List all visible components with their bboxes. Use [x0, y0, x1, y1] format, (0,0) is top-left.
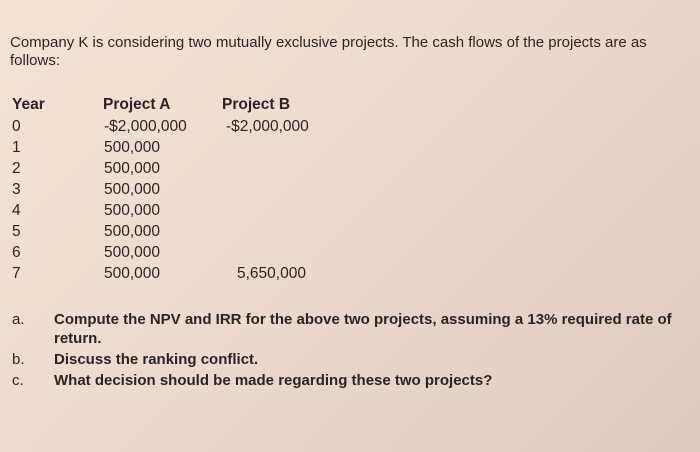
question-letter: b.: [12, 351, 25, 368]
year-cell: 5: [12, 223, 21, 240]
question-letter: c.: [12, 372, 24, 389]
year-header: Year: [12, 96, 45, 113]
project-a-cell: 500,000: [104, 160, 161, 177]
year-cell: 2: [12, 160, 21, 177]
question-text: Compute the NPV and IRR for the above two projects, assuming a 13% required rate of return.: [54, 311, 672, 347]
project-a-cell: 500,000: [104, 202, 161, 219]
project-a-header: Project A: [103, 96, 171, 113]
year-cell: 0: [12, 118, 21, 135]
intro-text: Company K is considering two mutually exclusive projects. The cash flows of the projects are as follows:: [10, 34, 647, 69]
project-a-cell: 500,000: [104, 139, 161, 156]
list-item: [12, 310, 700, 348]
question-letter: a.: [12, 311, 25, 328]
list-item: [12, 371, 700, 390]
question-text: Discuss the ranking conflict.: [54, 351, 259, 368]
project-b-header: Project B: [222, 96, 291, 113]
year-cell: 4: [12, 202, 21, 219]
project-a-cell: 500,000: [104, 265, 161, 282]
project-b-cell: 5,650,000: [237, 265, 306, 282]
project-a-cell: 500,000: [104, 181, 161, 198]
question-text: What decision should be made regarding these two projects?: [54, 372, 493, 389]
list-item: [12, 350, 700, 369]
year-cell: 6: [12, 244, 21, 261]
project-a-cell: -$2,000,000: [104, 118, 187, 135]
project-b-cell: -$2,000,000: [226, 118, 309, 135]
project-a-cell: 500,000: [104, 223, 161, 240]
project-a-cell: 500,000: [104, 244, 161, 261]
question-list: [12, 310, 700, 392]
year-cell: 1: [12, 139, 21, 156]
year-cell: 3: [12, 181, 21, 198]
year-cell: 7: [12, 265, 21, 282]
